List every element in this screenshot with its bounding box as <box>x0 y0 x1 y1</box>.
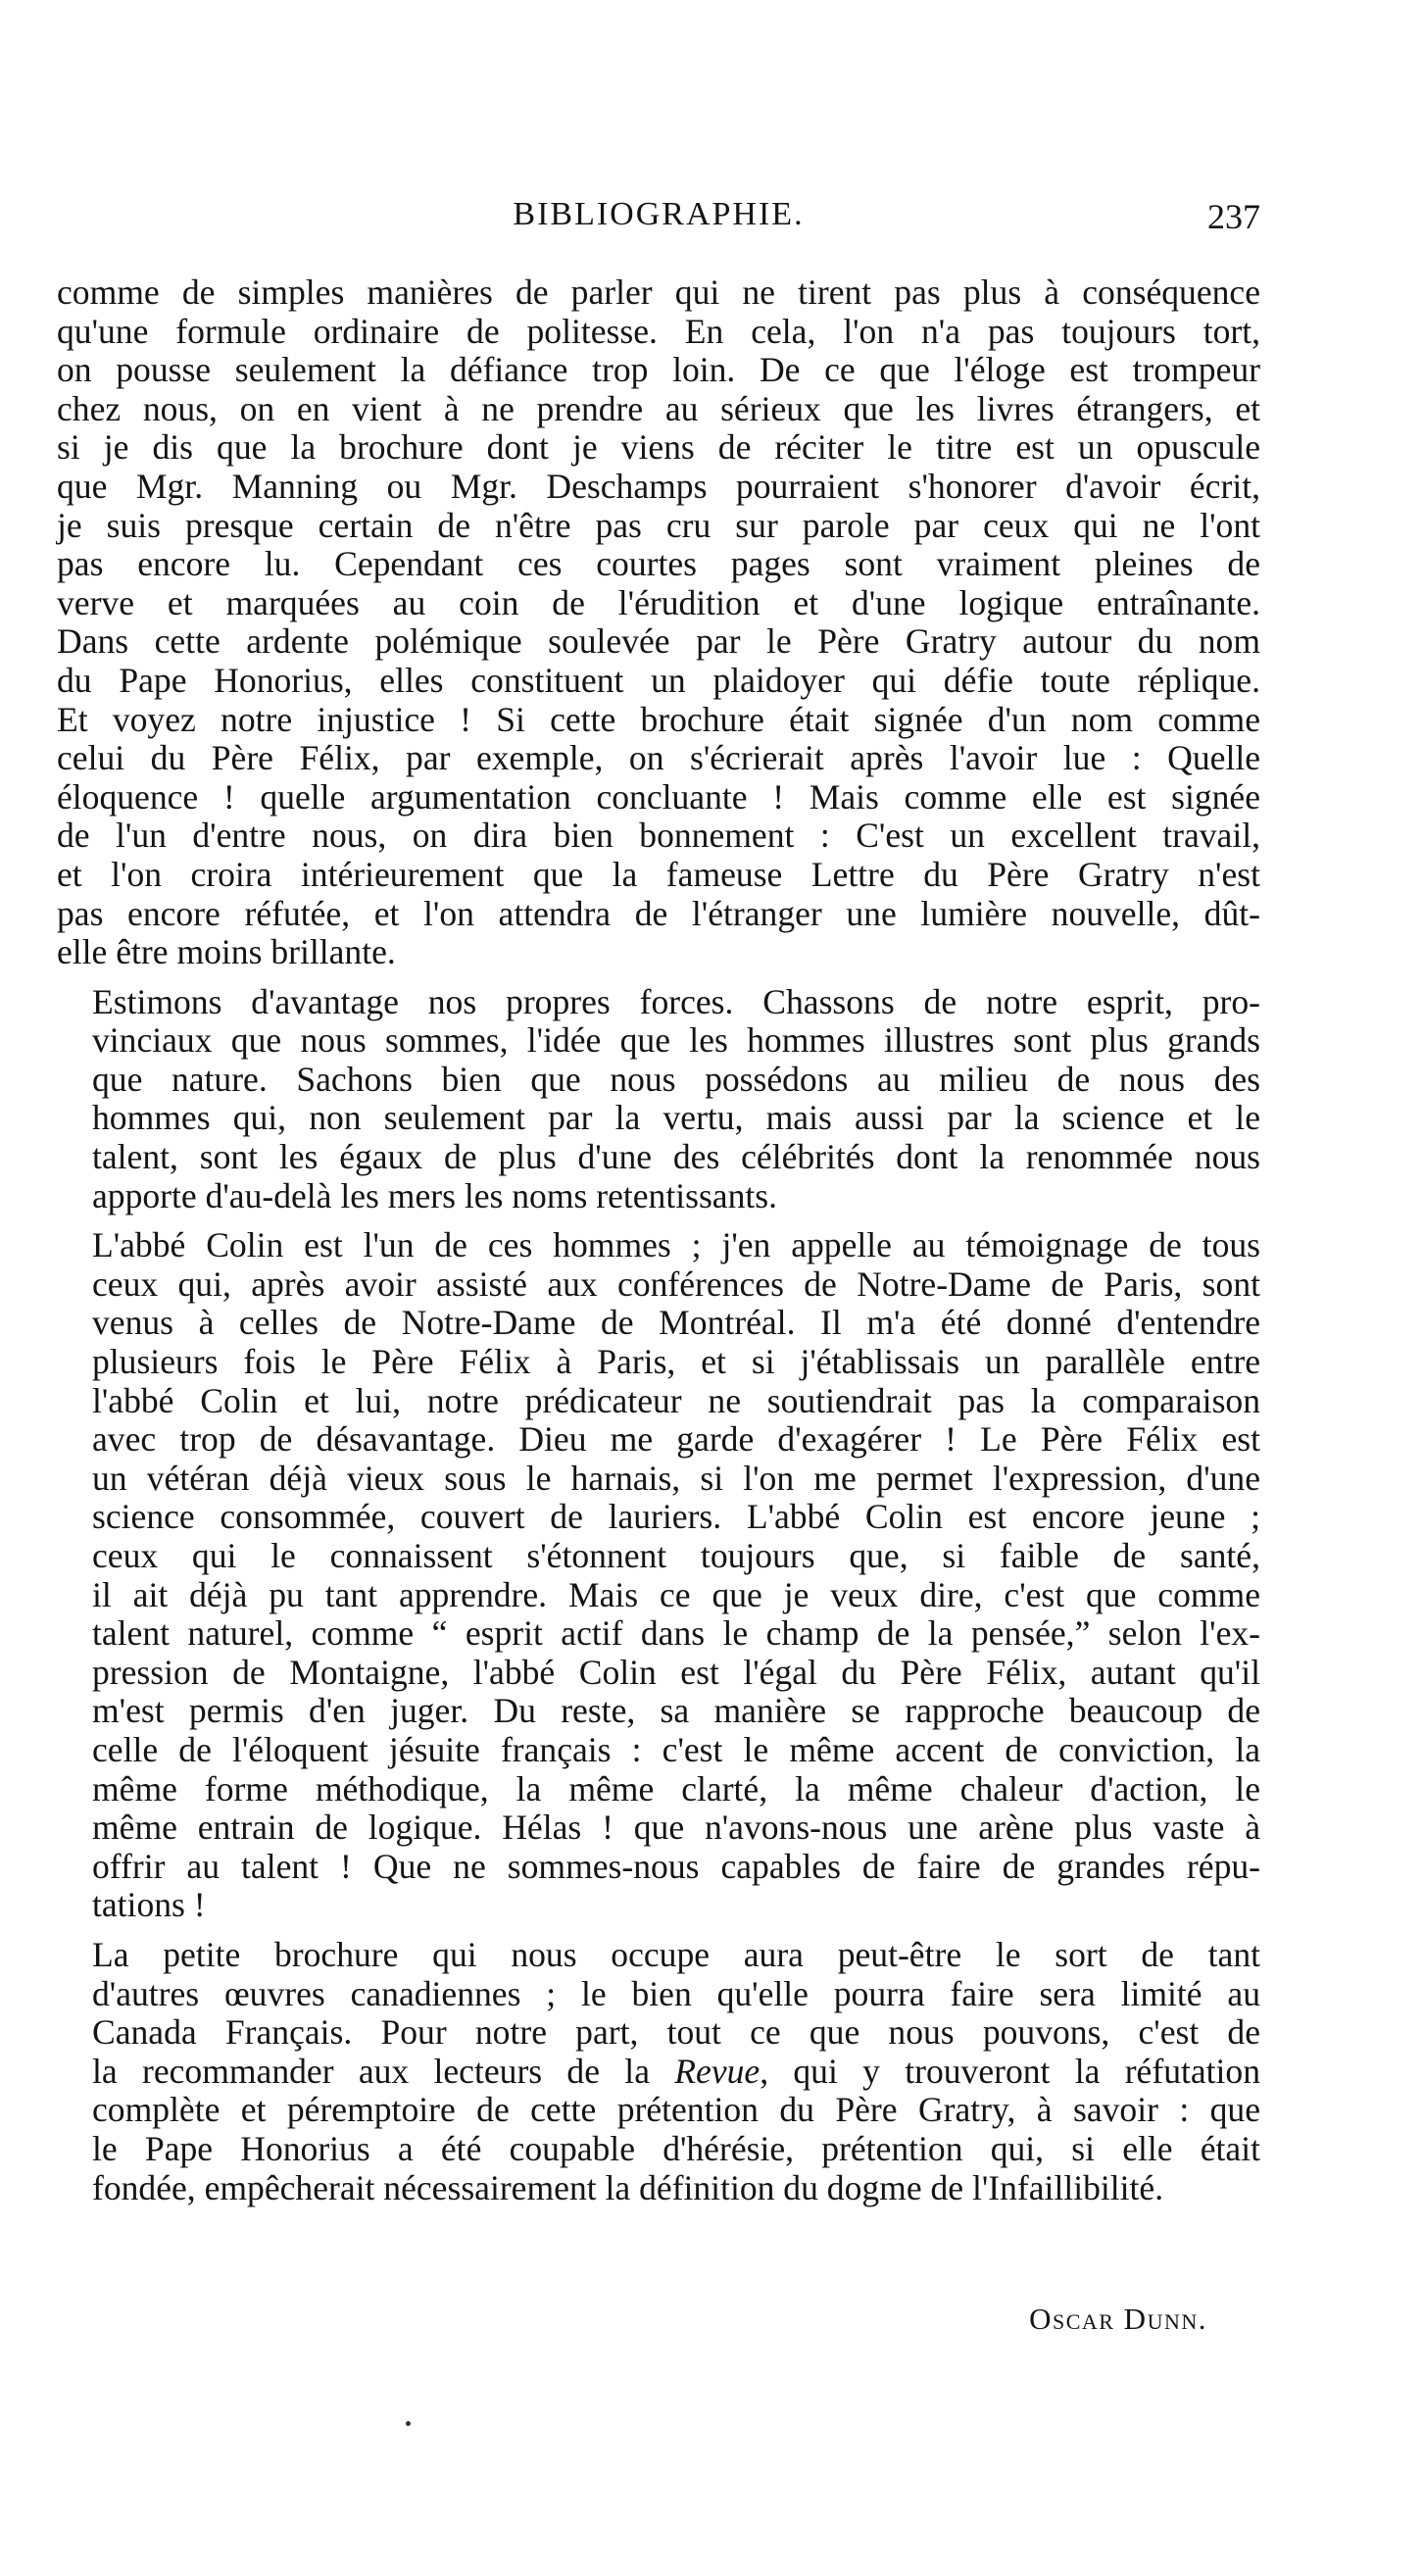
text-line: plusieurs fois le Père Félix à Paris, et si j'établissais un parallèle entre <box>92 1342 1260 1382</box>
journal-title: Revue <box>674 2051 761 2091</box>
text-line: Dans cette ardente polémique soulevée par le Père Gratry autour du nom <box>57 621 1260 662</box>
paragraph <box>57 273 1260 972</box>
text-line: le Pape Honorius a été coupable d'hérésie, prétention qui, si elle était <box>92 2128 1260 2168</box>
text-line: comme de simples manières de parler qui ne tirent pas plus à conséquence <box>57 272 1260 312</box>
text-line: de l'un d'entre nous, on dira bien bonnement : C'est un excellent travail, <box>57 816 1260 856</box>
text-line: l'abbé Colin et lui, notre prédicateur ne soutiendrait pas la comparaison <box>92 1380 1260 1420</box>
text-line: il ait déjà pu tant apprendre. Mais ce que je veux dire, c'est que comme <box>92 1574 1260 1614</box>
text-line: pression de Montaigne, l'abbé Colin est l'égal du Père Félix, autant qu'il <box>92 1652 1260 1692</box>
text-line: celui du Père Félix, par exemple, on s'écrierait après l'avoir lue : Quelle <box>57 738 1260 778</box>
text-line: venus à celles de Notre-Dame de Montréal. Il m'a été donné d'entendre <box>92 1303 1260 1343</box>
author-signature: Oscar Dunn. <box>1029 2302 1207 2336</box>
article-body <box>57 273 1260 2207</box>
text-line: verve et marquées au coin de l'érudition et d'une logique entraînante. <box>57 582 1260 622</box>
text-line: du Pape Honorius, elles constituent un plaidoyer qui défie toute réplique. <box>57 660 1260 700</box>
text-line: je suis presque certain de n'être pas cru sur parole par ceux qui ne l'ont <box>57 505 1260 545</box>
text-line: ceux qui le connaissent s'étonnent toujours que, si faible de santé, <box>92 1536 1260 1575</box>
text-line: talent, sont les égaux de plus d'une des célébrités dont la renommée nous <box>92 1137 1260 1177</box>
text-line: fondée, empêcherait nécessairement la définition du dogme de l'Infaillibilité. <box>92 2167 1164 2207</box>
text-line: Et voyez notre injustice ! Si cette brochure était signée d'un nom comme <box>57 699 1260 739</box>
running-title: BIBLIOGRAPHIE. <box>513 196 805 232</box>
text-line: éloquence ! quelle argumentation concluante ! Mais comme elle est signée <box>57 776 1260 817</box>
text-line: que nature. Sachons bien que nous possédons au milieu de nous des <box>92 1059 1260 1099</box>
text-line: même forme méthodique, la même clarté, la même chaleur d'action, le <box>92 1768 1260 1808</box>
text-line: vinciaux que nous sommes, l'idée que les hommes illustres sont plus grands <box>92 1020 1260 1061</box>
text-line: tations ! <box>92 1885 206 1925</box>
text-line: science consommée, couvert de lauriers. L'abbé Colin est encore jeune ; <box>92 1497 1260 1537</box>
page-header <box>57 196 1260 255</box>
text-line: m'est permis d'en juger. Du reste, sa manière se rapproche beaucoup de <box>92 1691 1260 1731</box>
text-line: si je dis que la brochure dont je viens de réciter le titre est un opuscule <box>57 427 1260 468</box>
text-line: pas encore réfutée, et l'on attendra de l'étranger une lumière nouvelle, dût- <box>57 893 1260 933</box>
text-line: Canada Français. Pour notre part, tout ce que nous pouvons, c'est de <box>92 2012 1260 2053</box>
text-line: hommes qui, non seulement par la vertu, mais aussi par la science et le <box>92 1098 1260 1138</box>
print-speck <box>406 2421 411 2426</box>
text-line: Estimons d'avantage nos propres forces. Chassons de notre esprit, pro- <box>92 981 1260 1021</box>
text-line: que Mgr. Manning ou Mgr. Deschamps pourraient s'honorer d'avoir écrit, <box>57 466 1260 506</box>
text-line: La petite brochure qui nous occupe aura peut-être le sort de tant <box>92 1934 1260 1974</box>
text-line: talent naturel, comme “ esprit actif dans le champ de la pensée,” selon l'ex- <box>92 1613 1260 1654</box>
page-number: 237 <box>1207 197 1260 236</box>
text-line: L'abbé Colin est l'un de ces hommes ; j'en appelle au témoignage de tous <box>92 1225 1260 1265</box>
text-line: pas encore lu. Cependant ces courtes pages sont vraiment pleines de <box>57 544 1260 584</box>
text-line: complète et péremptoire de cette prétention du Père Gratry, à savoir : que <box>92 2090 1260 2130</box>
text-line: d'autres œuvres canadiennes ; le bien qu'elle pourra faire sera limité au <box>92 1973 1260 2013</box>
text-line: et l'on croira intérieurement que la fameuse Lettre du Père Gratry n'est <box>57 854 1260 894</box>
text-line: ceux qui, après avoir assisté aux conférences de Notre-Dame de Paris, sont <box>92 1263 1260 1304</box>
paragraph <box>57 1226 1260 1925</box>
text-line: la recommander aux lecteurs de la Revue, qui y trouveront la réfutation <box>92 2051 1261 2091</box>
text-line: elle être moins brillante. <box>57 932 396 972</box>
text-line: même entrain de logique. Hélas ! que n'avons-nous une arène plus vaste à <box>92 1808 1260 1848</box>
paragraph <box>57 983 1260 1216</box>
text-line: on pousse seulement la défiance trop loin. De ce que l'éloge est trompeur <box>57 350 1260 390</box>
text-line: chez nous, on en vient à ne prendre au sérieux que les livres étrangers, et <box>57 388 1260 428</box>
paragraph <box>57 1936 1260 2207</box>
text-line: offrir au talent ! Que ne sommes-nous capables de faire de grandes répu- <box>92 1846 1260 1886</box>
text-line: un vétéran déjà vieux sous le harnais, si l'on me permet l'expression, d'une <box>92 1458 1260 1498</box>
text-line: celle de l'éloquent jésuite français : c'est le même accent de conviction, la <box>92 1729 1260 1769</box>
text-line: qu'une formule ordinaire de politesse. En cela, l'on n'a pas toujours tort, <box>57 311 1260 351</box>
text-line: avec trop de désavantage. Dieu me garde d'exagérer ! Le Père Félix est <box>92 1419 1260 1460</box>
text-line: apporte d'au-delà les mers les noms retentissants. <box>92 1175 778 1215</box>
